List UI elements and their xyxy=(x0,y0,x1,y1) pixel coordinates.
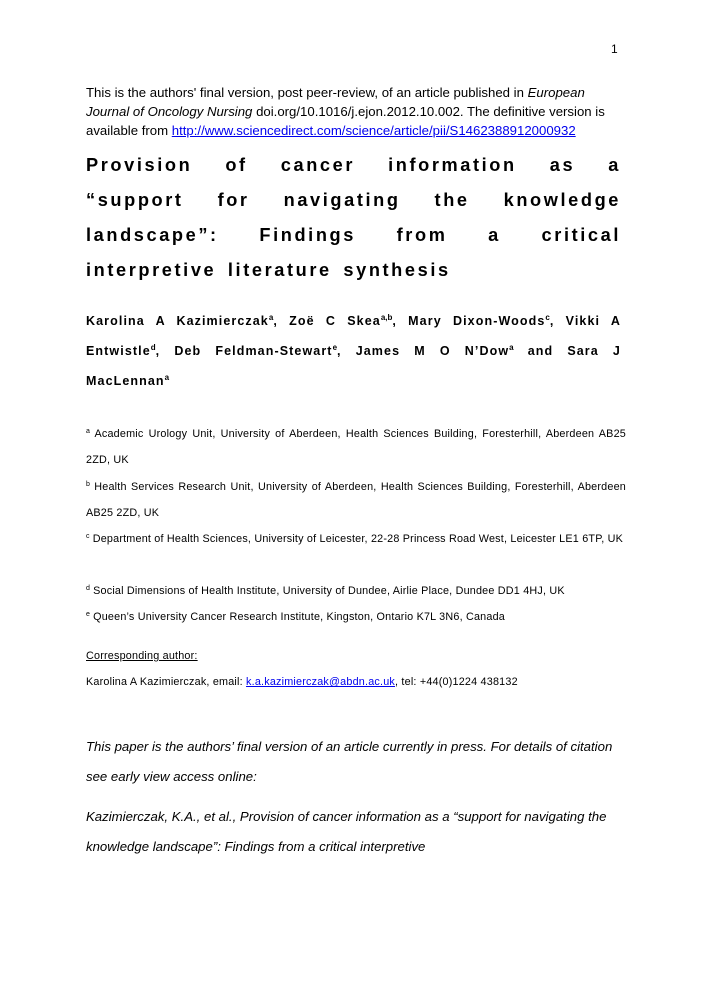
author: Sara J MacLennan$^a$ xyxy=(86,344,621,388)
author-affil-sup: a xyxy=(268,313,274,322)
author-affil-sup: a,b xyxy=(380,313,393,322)
author-affil-sup: e xyxy=(332,343,338,352)
author: Vikki A Entwistle$^d$, xyxy=(86,314,621,358)
page-number: 1 xyxy=(611,42,618,56)
author: James M O N’Dow$^a$ and xyxy=(355,343,568,358)
affiliation-c: $^c$ Department of Health Sciences, University of Leicester, 22-28 Princess Road West, Leicester LE1 6TP, UK xyxy=(86,533,623,545)
email-link[interactable]: k.a.kazimierczak@abdn.ac.uk xyxy=(246,676,396,688)
author: Karolina A Kazimierczak$^a$, xyxy=(86,313,290,328)
publication-notice xyxy=(86,83,626,140)
corresponding-author-heading: Corresponding author: xyxy=(86,650,198,662)
author: Mary Dixon-Woods$^c$, xyxy=(408,313,566,328)
author: Zoë C Skea$^{a,b}$, xyxy=(289,313,409,328)
citation-text: Kazimierczak, K.A., et al., Provision of cancer information as a “support for navigating the knowledge landscape”: Findings from a critical interpretive xyxy=(86,809,607,854)
journal-name: European Journal of Oncology Nursing xyxy=(86,85,585,119)
affiliation-a: $^a$ Academic Urology Unit, University of Aberdeen, Health Sciences Building, Foresterhill, Aberdeen AB25 2ZD, UK xyxy=(86,428,626,466)
author-affil-sup: a xyxy=(164,373,170,382)
affiliation-d: $^d$ Social Dimensions of Health Institute, University of Dundee, Airlie Place, Dundee DD1 4HJ, UK xyxy=(86,585,565,597)
paper-title: Provision of cancer information as a “support for navigating the knowledge landscape”: Findings from a critical interpretive literature synthesis xyxy=(86,155,621,280)
notice-text-before: This is the authors' final version, post peer-review, of an article published in xyxy=(86,85,528,100)
author: Deb Feldman-Stewart$^e$, xyxy=(174,343,356,358)
corresponding-author-details: Karolina A Kazimierczak, email: k.a.kazimierczak@abdn.ac.uk, tel: +44(0)1224 438132 xyxy=(86,676,518,688)
affiliation-e: $^e$ Queen’s University Cancer Research Institute, Kingston, Ontario K7L 3N6, Canada xyxy=(86,611,506,623)
press-note: This paper is the authors’ final version of an article currently in press. For details of citation see early view access online: xyxy=(86,739,613,784)
author-affil-sup: d xyxy=(150,343,156,352)
affiliation-b: $^b$ Health Services Research Unit, University of Aberdeen, Health Sciences Building, Foresterhill, Aberdeen AB25 2ZD, UK xyxy=(86,481,627,519)
author-affil-sup: c xyxy=(545,313,550,322)
author-affil-sup: a xyxy=(509,343,514,352)
article-link[interactable]: http://www.sciencedirect.com/science/article/pii/S1462388912000932 xyxy=(171,123,576,138)
notice-text-after: doi.org/10.1016/j.ejon.2012.10.002. The definitive version is available from xyxy=(86,104,605,138)
author-list xyxy=(86,306,621,396)
